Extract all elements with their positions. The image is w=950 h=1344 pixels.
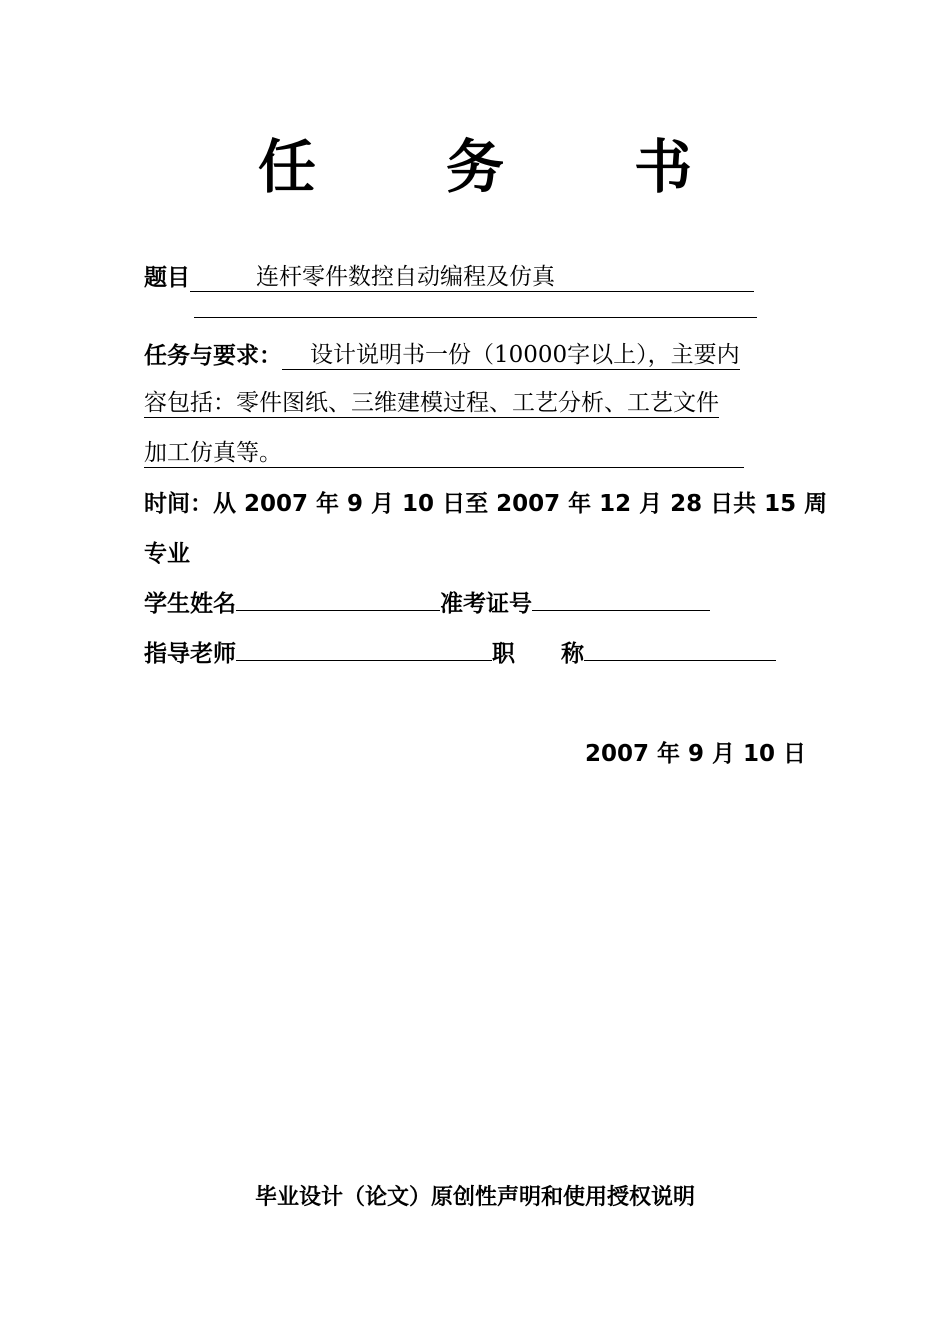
rank-label: 职 称 (492, 641, 584, 667)
student-name-blank (236, 590, 440, 611)
rank-blank (584, 640, 776, 661)
document-date: 2007 年 9 月 10 日 (584, 741, 806, 767)
topic-row (144, 258, 754, 292)
requirements-row-3 (144, 434, 744, 468)
student-name-label: 学生姓名 (144, 591, 236, 617)
major-label: 专业 (144, 541, 190, 567)
requirements-row-1 (144, 336, 740, 370)
time-row: 时间：从 2007 年 9 月 10 日至 2007 年 12 月 28 日共 15 周 (144, 491, 828, 517)
advisor-blank (236, 640, 492, 661)
topic-second-line (194, 317, 757, 318)
requirements-text-2: 容包括：零件图纸、三维建模过程、工艺分析、工艺文件 (144, 384, 719, 418)
requirements-label: 任务与要求： (144, 343, 282, 369)
exam-id-blank (532, 590, 710, 611)
requirements-row-2 (144, 384, 719, 418)
topic-label: 题目 (144, 265, 190, 291)
page-title: 任 务 书 (257, 133, 728, 201)
requirements-text-3: 加工仿真等。 (144, 434, 744, 468)
topic-value: 连杆零件数控自动编程及仿真 (190, 258, 754, 292)
advisor-row (144, 635, 776, 668)
student-row (144, 585, 710, 618)
exam-id-label: 准考证号 (440, 591, 532, 617)
requirements-text-1: 设计说明书一份（10000字以上），主要内 (282, 336, 740, 370)
declaration-title: 毕业设计（论文）原创性声明和使用授权说明 (254, 1185, 695, 1210)
advisor-label: 指导老师 (144, 641, 236, 667)
